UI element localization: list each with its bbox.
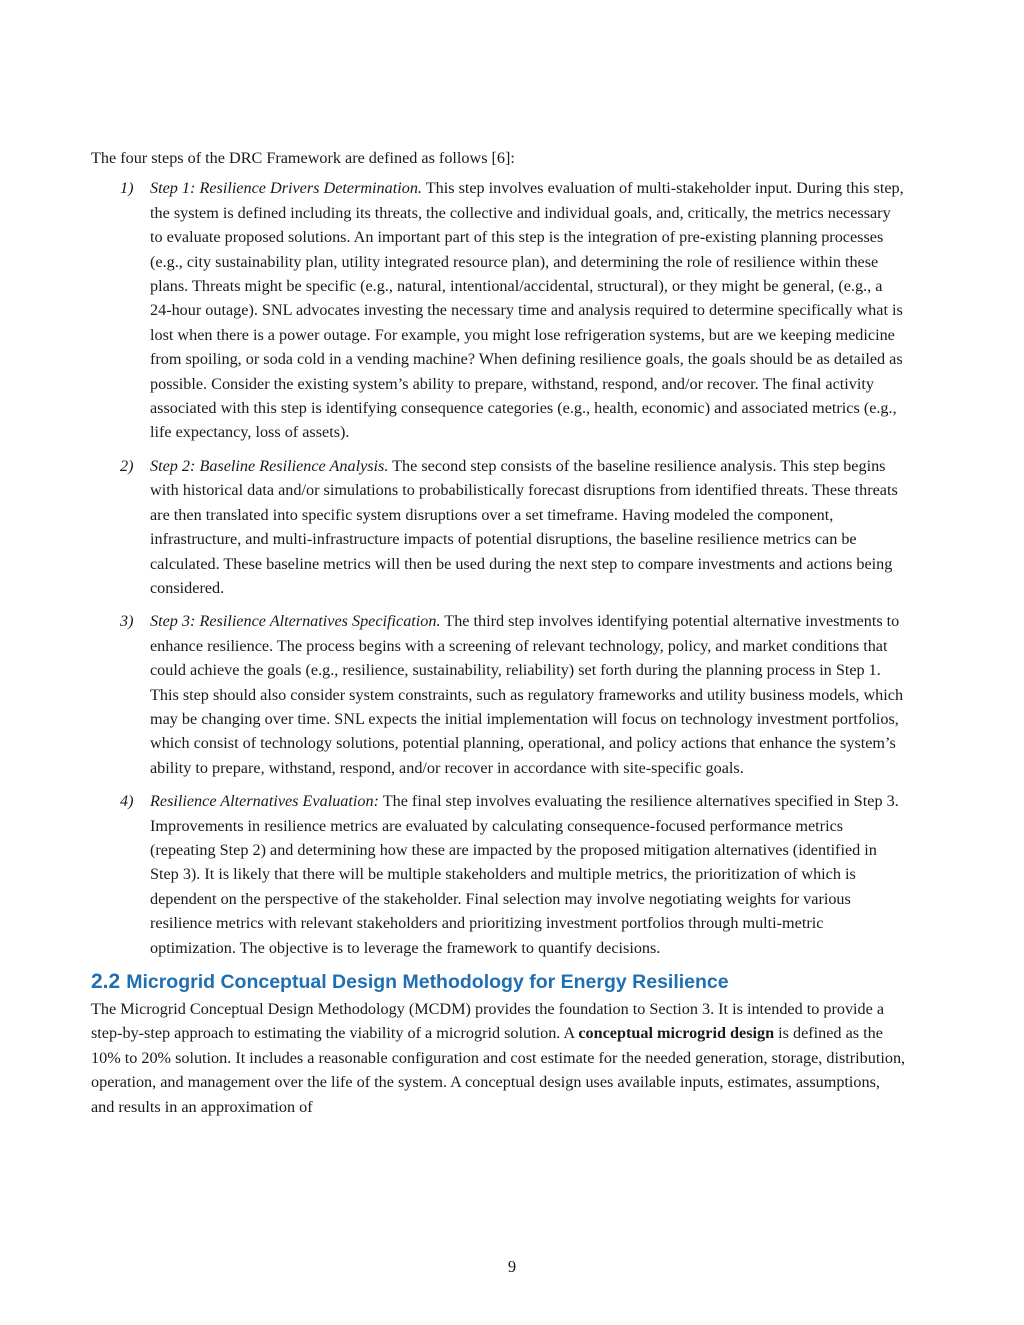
paragraph-text-continued: is defined as the 10% to 20% solution. It includes a reasonable configuration and cost estimate for the needed generation, storage, distribution, operation, and management over the life of the system. A conceptual design uses available inputs, estimates, assumptions, and results in an approximation of <box>91 1024 906 1116</box>
step-title: Step 3: Resilience Alternatives Specification. <box>150 612 441 631</box>
list-item <box>91 454 906 600</box>
step-number: 3) <box>120 612 134 631</box>
section-heading <box>91 969 906 995</box>
step-number: 4) <box>120 792 134 811</box>
step-number: 2) <box>120 456 134 475</box>
step-title: Resilience Alternatives Evaluation: <box>150 792 379 811</box>
step-text: The second step consists of the baseline resilience analysis. This step begins with historical data and/or simulations to probabilistically forecast disruptions from identified threats. These threats are then translated into specific system disruptions over a set timeframe. Having modeled the component, infrastructure, and multi-infrastructure impacts of potential disruptions, the baseline resilience metrics can be calculated. These baseline metrics will then be used during the next step to compare investments and actions being considered. <box>150 456 898 597</box>
step-text: The third step involves identifying potential alternative investments to enhance resilience. The process begins with a screening of relevant technology, policy, and market conditions that could achieve the goals (e.g., resilience, sustainability, reliability) set forth during the planning process in Step 1. This step should also consider system constraints, such as regulatory frameworks and utility business models, which may be changing over time. SNL expects the initial implementation will focus on technology investment portfolios, which consist of technology solutions, potential planning, operational, and policy actions that enhance the system’s ability to prepare, withstand, respond, and/or recover in accordance with site-specific goals. <box>150 612 904 777</box>
intro-paragraph: The four steps of the DRC Framework are defined as follows [6]: <box>91 149 515 167</box>
section-title: Microgrid Conceptual Design Methodology for Energy Resilience <box>126 971 729 993</box>
section-paragraph <box>91 997 906 1119</box>
step-number: 1) <box>120 179 134 198</box>
page-number: 9 <box>507 1257 517 1276</box>
section-number: 2.2 <box>91 970 121 993</box>
step-text: The final step involves evaluating the resilience alternatives specified in Step 3. Improvements in resilience metrics are evaluated by calculating consequence-focused performance metrics (repeating Step 2) and determining how these are impacted by the proposed mitigation alternatives (identified in Step 3). It is likely that there will be multiple stakeholders and multiple metrics, the prioritization of which is dependent on the perspective of the stakeholder. Final selection may involve negotiating weights for various resilience metrics with relevant stakeholders and prioritizing investment portfolios through multi-metric optimization. The objective is to leverage the framework to quantify decisions. <box>150 792 899 957</box>
list-item <box>91 609 906 780</box>
paragraph-text: The Microgrid Conceptual Design Methodology (MCDM) provides the foundation to Section 3. It is intended to provide a step-by-step approach to estimating the viability of a microgrid solution. A <box>91 1000 885 1043</box>
steps-list <box>91 176 906 960</box>
step-text: This step involves evaluation of multi-stakeholder input. During this step, the system is defined including its threats, the collective and individual goals, and, critically, the metrics necessary to evaluate proposed solutions. An important part of this step is the integration of pre-existing planning processes (e.g., city sustainability plan, utility integrated resource plan), and determining the role of resilience within these plans. Threats might be specific (e.g., natural, intentional/accidental, structural), or they might be general, (e.g., a 24-hour outage). SNL advocates investing the necessary time and analysis required to determine specifically what is lost when there is a power outage. For example, you might lose refrigeration systems, but are we keeping medicine from spoiling, or soda cold in a vending machine? When defining resilience goals, the goals should be as detailed as possible. Consider the existing system’s ability to prepare, withstand, respond, and/or recover. The final activity associated with this step is identifying consequence categories (e.g., health, economic) and associated metrics (e.g., life expectancy, loss of assets). <box>150 179 904 442</box>
bold-term: conceptual microgrid design <box>578 1024 775 1043</box>
list-item <box>91 176 906 444</box>
step-title: Step 2: Baseline Resilience Analysis. <box>150 456 389 475</box>
list-item <box>91 789 906 960</box>
document-body <box>91 146 906 1119</box>
step-title: Step 1: Resilience Drivers Determination. <box>150 179 422 198</box>
